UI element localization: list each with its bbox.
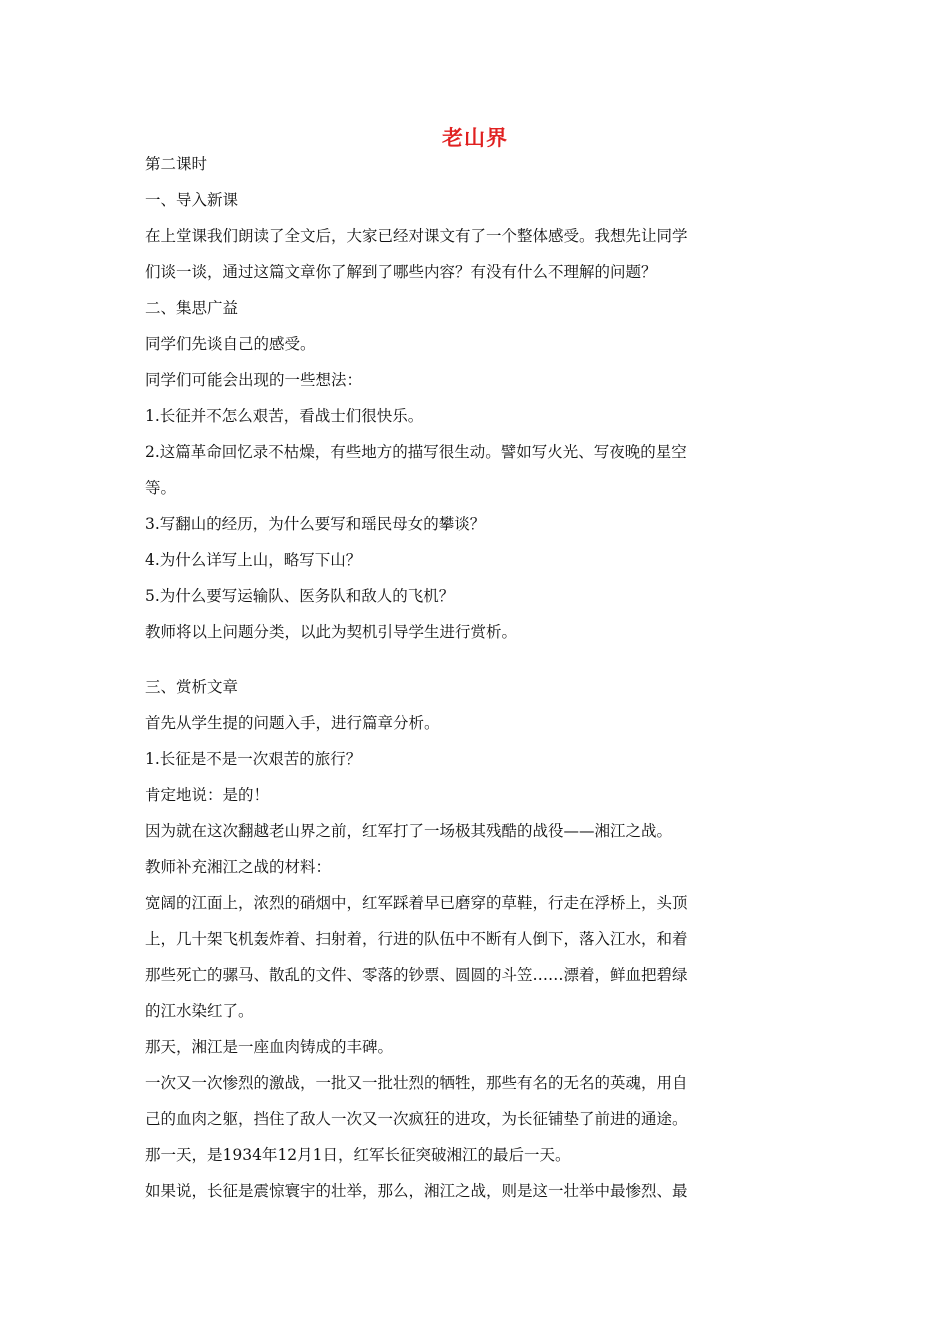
paragraph-line: 教师将以上问题分类，以此为契机引导学生进行赏析。: [145, 623, 518, 641]
list-item: 1.长征是不是一次艰苦的旅行？: [145, 750, 362, 768]
list-item-continuation: 等。: [145, 479, 177, 497]
paragraph-line: 首先从学生提的问题入手，进行篇章分析。: [145, 714, 440, 732]
paragraph-line: 那一天，是1934年12月1日，红军长征突破湘江的最后一天。: [145, 1146, 571, 1164]
paragraph-line: 己的血肉之躯，挡住了敌人一次又一次疯狂的进攻，为长征铺垫了前进的通途。: [145, 1110, 688, 1128]
blank-spacer: [145, 650, 737, 669]
paragraph-line: 肯定地说：是的！: [145, 786, 270, 804]
document-title: 老山界: [442, 126, 508, 150]
paragraph-line: 上，几十架飞机轰炸着、扫射着，行进的队伍中不断有人倒下，落入江水，和着: [145, 930, 688, 948]
paragraph-line: 那些死亡的骡马、散乱的文件、零落的钞票、圆圆的斗笠……漂着，鲜血把碧绿: [145, 966, 688, 984]
list-item: 5.为什么要写运输队、医务队和敌人的飞机？: [145, 587, 455, 605]
paragraph-line: 那天，湘江是一座血肉铸成的丰碑。: [145, 1038, 394, 1056]
lesson-period: 第二课时: [145, 155, 208, 173]
paragraph-line: 们谈一谈，通过这篇文章你了解到了哪些内容？有没有什么不理解的问题？: [145, 263, 657, 281]
document-body: [145, 146, 737, 1209]
list-item: 2.这篇革命回忆录不枯燥，有些地方的描写很生动。譬如写火光、写夜晚的星空: [145, 443, 687, 461]
paragraph-line: 同学们可能会出现的一些想法：: [145, 371, 363, 389]
section-heading-2: 二、集思广益: [145, 299, 239, 317]
list-item: 4.为什么详写上山，略写下山？: [145, 551, 362, 569]
section-heading-3: 三、赏析文章: [145, 678, 239, 696]
paragraph-line: 如果说，长征是震惊寰宇的壮举，那么，湘江之战，则是这一壮举中最惨烈、最: [145, 1182, 688, 1200]
list-item: 3.写翻山的经历，为什么要写和瑶民母女的攀谈？: [145, 515, 486, 533]
paragraph-line: 因为就在这次翻越老山界之前，红军打了一场极其残酷的战役——湘江之战。: [145, 822, 673, 840]
paragraph-line: 在上堂课我们朗读了全文后，大家已经对课文有了一个整体感受。我想先让同学: [145, 227, 688, 245]
paragraph-line: 同学们先谈自己的感受。: [145, 335, 316, 353]
paragraph-line: 一次又一次惨烈的激战，一批又一批壮烈的牺牲，那些有名的无名的英魂，用自: [145, 1074, 688, 1092]
paragraph-line: 宽阔的江面上，浓烈的硝烟中，红军踩着早已磨穿的草鞋，行走在浮桥上，头顶: [145, 894, 688, 912]
list-item: 1.长征并不怎么艰苦，看战士们很快乐。: [145, 407, 424, 425]
paragraph-line: 的江水染红了。: [145, 1002, 254, 1020]
paragraph-line: 教师补充湘江之战的材料：: [145, 858, 332, 876]
section-heading-1: 一、导入新课: [145, 191, 239, 209]
